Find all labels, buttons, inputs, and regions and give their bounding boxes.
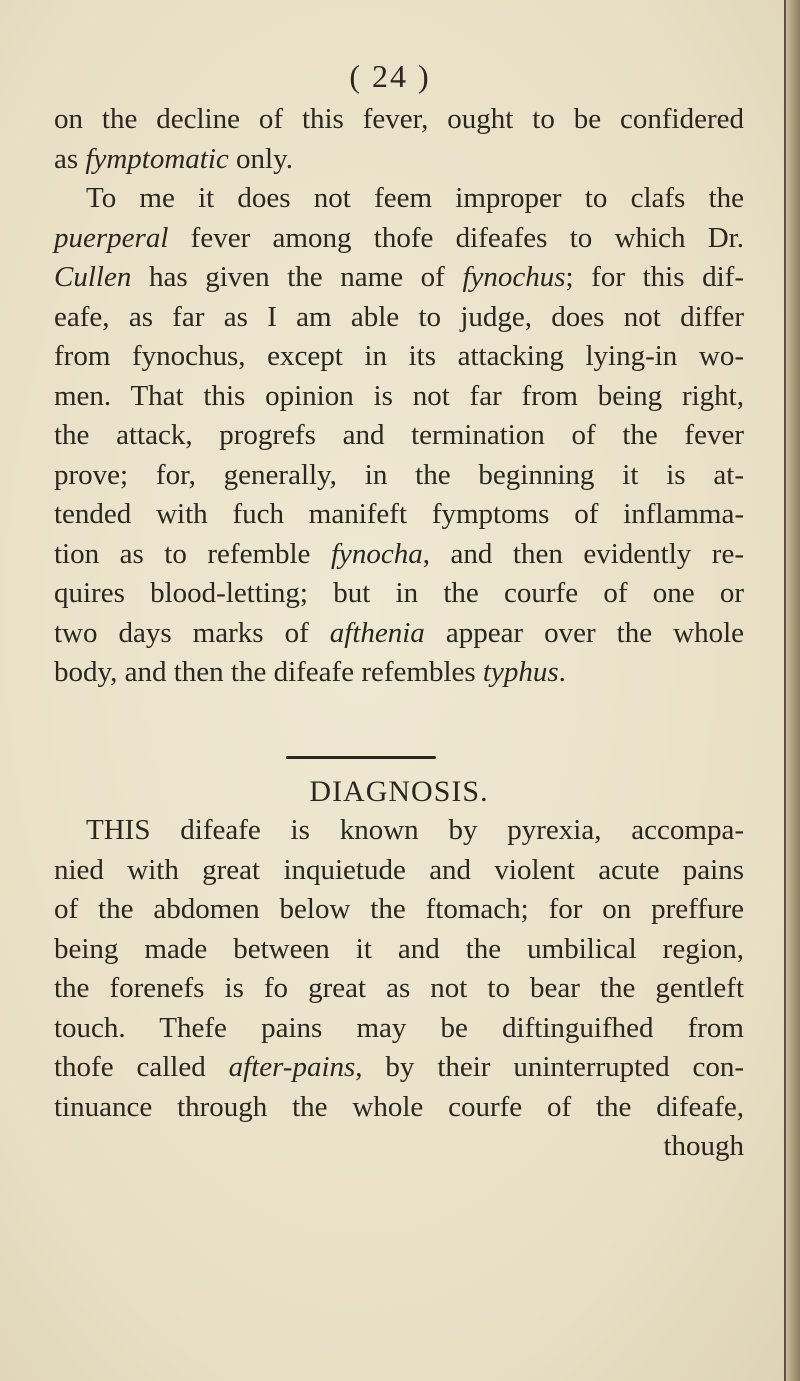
- text-run: thofe called: [54, 1051, 229, 1083]
- text-line: [54, 258, 744, 298]
- text-run: body, and then the difeafe refembles: [54, 656, 483, 688]
- italic-term: fynochus: [462, 261, 566, 293]
- text-run: THIS difeafe is known by pyrexia, accompa-: [86, 814, 744, 846]
- text-run: being made between it and the umbilical region,: [54, 932, 744, 965]
- text-line: [54, 337, 744, 377]
- text-run: To me it does not feem improper to clafs the: [86, 182, 744, 214]
- text-line: [54, 179, 744, 219]
- text-line: [54, 614, 744, 654]
- text-run: , by their uninterrupted con-: [355, 1051, 744, 1083]
- text-run: as: [54, 142, 86, 175]
- text-line: [54, 219, 744, 259]
- page-edge: [786, 0, 800, 1381]
- text-run: fever among thofe difeafes to which Dr.: [168, 221, 744, 254]
- catchword: though: [663, 1130, 744, 1162]
- text-line: [54, 1009, 744, 1049]
- text-line: [54, 456, 744, 496]
- text-run: only.: [228, 142, 293, 175]
- text-run: tended with fuch manifeft fymptoms of inflamma-: [54, 498, 744, 530]
- italic-term: typhus: [482, 656, 559, 688]
- page-number: ( 24 ): [349, 58, 431, 94]
- text-run: prove; for, generally, in the beginning it is at-: [54, 458, 744, 491]
- text-run: touch. Thefe pains may be diftinguifhed from: [54, 1011, 744, 1044]
- text-run: the forenefs is fo great as not to bear the gentleft: [54, 972, 744, 1004]
- text-line: [54, 653, 744, 693]
- text-run: men. That this opinion is not far from being right,: [54, 379, 744, 412]
- divider-rule: [286, 756, 436, 759]
- text-run: on the decline of this fever, ought to be confidered: [54, 103, 744, 135]
- text-line: [54, 1088, 744, 1128]
- text-run: the attack, progrefs and termination of the fever: [54, 419, 744, 451]
- text-run: tion as to refemble: [54, 537, 331, 570]
- text-line: [54, 1048, 744, 1088]
- text-line: [54, 140, 744, 180]
- text-run: eafe, as far as I am able to judge, does not differ: [54, 300, 744, 333]
- text-run: two days marks of: [54, 616, 330, 649]
- section-heading: DIAGNOSIS.: [309, 774, 489, 808]
- text-run: tinuance through the whole courfe of the difeafe,: [54, 1090, 744, 1123]
- text-line: [54, 574, 744, 614]
- text-run: of the abdomen below the ftomach; for on preffure: [54, 893, 744, 925]
- text-line: [54, 100, 744, 140]
- italic-term: fynocha: [330, 537, 423, 570]
- text-run: has given the name of: [131, 261, 463, 293]
- italic-term: fymptomatic: [85, 142, 229, 175]
- text-run: nied with great inquietude and violent acute pains: [54, 853, 744, 886]
- text-line: [54, 298, 744, 338]
- text-line: [54, 377, 744, 417]
- text-run: .: [558, 656, 566, 688]
- text-run: quires blood-letting; but in the courfe of one or: [54, 577, 744, 609]
- text-line: [54, 890, 744, 930]
- italic-term: afthenia: [329, 616, 425, 649]
- text-run: appear over the whole: [424, 616, 744, 649]
- text-line: [54, 930, 744, 970]
- italic-term: puerperal: [54, 221, 169, 254]
- page-text: [54, 100, 744, 1167]
- italic-term: Cullen: [54, 261, 132, 293]
- italic-term: after-pains: [228, 1051, 356, 1083]
- text-line: [54, 969, 744, 1009]
- text-run: , and then evidently re-: [422, 537, 744, 570]
- section-spacer: [54, 693, 744, 733]
- text-run: from fynochus, except in its attacking lying-in wo-: [54, 340, 744, 372]
- text-line: [54, 495, 744, 535]
- section-divider: [54, 732, 744, 772]
- text-line: [54, 811, 744, 851]
- text-line: [54, 535, 744, 575]
- text-line: [54, 851, 744, 891]
- text-run: ; for this dif-: [565, 261, 744, 293]
- text-line: [54, 416, 744, 456]
